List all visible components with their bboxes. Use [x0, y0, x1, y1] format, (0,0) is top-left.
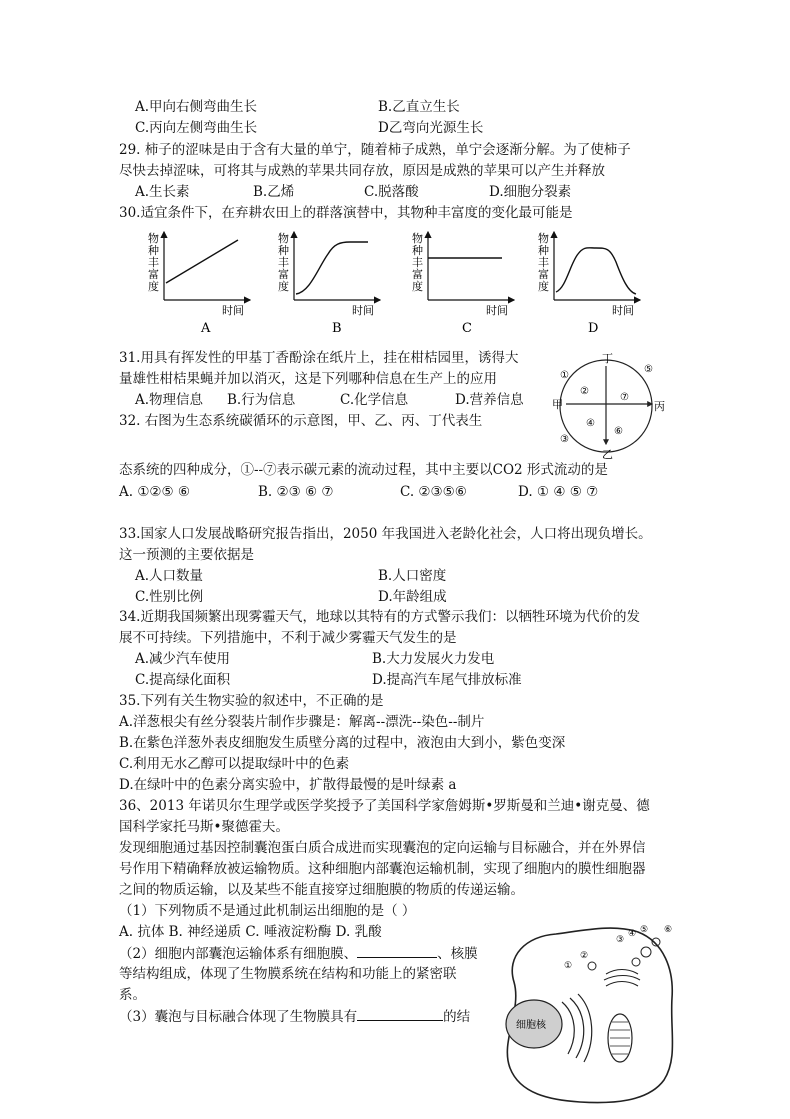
q36-sub3-prefix: （3）囊泡与目标融合体现了生物膜具有 [119, 1009, 358, 1025]
q31-option-b: B.行为信息 [227, 392, 296, 408]
q36-intro-line2: 国科学家托马斯•聚德霍夫。 [119, 819, 289, 835]
q34-option-d: D.提高汽车尾气排放标准 [372, 672, 522, 688]
label-n6: ⑥ [614, 426, 623, 437]
label-n1: ① [560, 370, 569, 381]
graph-a-curve [166, 240, 238, 283]
q31-option-d: D.营养信息 [455, 392, 524, 408]
q32-option-b: B. ②③ ⑥ ⑦ [258, 484, 334, 500]
graph-a [148, 231, 250, 336]
q35-option-b: B.在紫色洋葱外表皮细胞发生质壁分离的过程中，液泡由大到小，紫色变深 [119, 735, 566, 751]
nucleus-label: 细胞核 [516, 1020, 546, 1031]
xlabel-a: 时间 [222, 304, 244, 317]
q36-body-line1: 发现细胞通过基因控制囊泡蛋白质合成进而实现囊泡的定向运输与目标融合，并在外界信 [119, 840, 646, 856]
q34-option-c: C.提高绿化面积 [135, 672, 231, 688]
ylabel-c-5: 度 [412, 280, 423, 293]
label-jia: 甲 [552, 398, 563, 411]
q36-sub2-line1 [119, 943, 478, 964]
ylabel-a-2: 种 [148, 244, 159, 257]
q36-sub3-line1 [119, 1006, 470, 1027]
q36-sub2-suffix: 、核膜 [437, 946, 478, 962]
q32-option-c: C. ②③⑤⑥ [400, 484, 467, 500]
q32-stem-line1: 32. 右图为生态系统碳循环的示意图，甲、乙、丙、丁代表生 [119, 413, 483, 429]
cell-diagram [496, 918, 682, 1110]
ylabel-a-5: 度 [148, 280, 159, 293]
graph-label-a: A [201, 321, 211, 336]
graph-label-c: C [462, 321, 472, 336]
cell-num-6: ⑥ [664, 925, 673, 935]
label-n3: ③ [560, 434, 569, 445]
ylabel-b-4: 富 [278, 268, 289, 281]
ylabel-a-3: 丰 [148, 256, 159, 269]
q28-option-a: A.甲向右侧弯曲生长 [135, 99, 258, 115]
q31-stem-line2: 量雄性柑桔果蝇并加以消灭，这是下列哪种信息在生产上的应用 [119, 371, 497, 387]
ylabel-d-2: 种 [538, 244, 549, 257]
cell-num-1: ① [564, 961, 573, 971]
q33-stem-line1: 33.国家人口发展战略研究报告指出，2050 年我国进入老龄化社会，人口将出现负增长。 [119, 526, 652, 542]
q36-sub2-blank[interactable] [357, 943, 437, 958]
ylabel-a-4: 富 [148, 268, 159, 281]
q36-sub1-options: A. 抗体 B. 神经递质 C. 唾液淀粉酶 D. 乳酸 [119, 924, 382, 940]
q32-option-a: A. ①②⑤ ⑥ [119, 484, 191, 500]
xlabel-b: 时间 [352, 304, 374, 317]
xlabel-c: 时间 [486, 304, 508, 317]
q33-option-b: B.人口密度 [378, 568, 447, 584]
cell-num-4: ④ [628, 929, 637, 939]
q30-graphs [140, 228, 650, 336]
graph-b [278, 231, 380, 336]
q29-option-b: B.乙烯 [253, 184, 295, 200]
graph-c [412, 231, 514, 336]
carbon-cycle-diagram [548, 352, 672, 460]
cell-num-3: ③ [616, 935, 625, 945]
label-ding: 丁 [602, 352, 613, 365]
graph-b-curve [296, 242, 368, 294]
q34-option-b: B.大力发展火力发电 [372, 651, 495, 667]
q35-option-a: A.洋葱根尖有丝分裂装片制作步骤是：解离--漂洗--染色--制片 [119, 714, 485, 730]
label-n5: ⑤ [644, 364, 653, 375]
ylabel-a-1: 物 [148, 232, 159, 245]
q29-stem-line2: 尽快去掉涩味，可将其与成熟的苹果共同存放，原因是成熟的苹果可以产生并释放 [119, 163, 605, 179]
q29-option-c: C.脱落酸 [364, 184, 419, 200]
q28-option-b: B.乙直立生长 [378, 99, 460, 115]
ylabel-d-4: 富 [538, 268, 549, 281]
graph-d [538, 231, 640, 336]
q31-option-a: A.物理信息 [135, 392, 204, 408]
label-n2: ② [580, 386, 589, 397]
xlabel-d: 时间 [612, 304, 634, 317]
q36-sub2-line3: 系。 [119, 987, 146, 1003]
q32-option-d: D. ① ④ ⑤ ⑦ [518, 484, 599, 500]
q33-option-d: D.年龄组成 [378, 589, 447, 605]
q33-option-c: C.性别比例 [135, 589, 204, 605]
q29-option-a: A.生长素 [135, 184, 190, 200]
q35-option-d: D.在绿叶中的色素分离实验中，扩散得最慢的是叶绿素 a [119, 777, 457, 793]
ylabel-b-5: 度 [278, 280, 289, 293]
q33-option-a: A.人口数量 [135, 568, 204, 584]
q36-body-line2: 号作用下精确释放被运输物质。这种细胞内部囊泡运输机制，实现了细胞内的膜性细胞器 [119, 861, 646, 877]
ylabel-d-5: 度 [538, 280, 549, 293]
ylabel-b-3: 丰 [278, 256, 289, 269]
q34-stem-line1: 34.近期我国频繁出现雾霾天气，地球以其特有的方式警示我们：以牺牲环境为代价的发 [119, 609, 640, 625]
q31-stem-line1: 31.用具有挥发性的甲基丁香酚涂在纸片上，挂在柑桔园里，诱得大 [119, 350, 519, 366]
q35-option-c: C.利用无水乙醇可以提取绿叶中的色素 [119, 756, 350, 772]
q33-stem-line2: 这一预测的主要依据是 [119, 547, 254, 563]
graph-label-b: B [332, 321, 342, 336]
q32-stem-line2: 态系统的四种成分，①--⑦表示碳元素的流动过程，其中主要以CO2 形式流动的是 [119, 462, 608, 478]
q36-sub1: （1）下列物质不是通过此机制运出细胞的是（ ） [119, 903, 416, 919]
ylabel-b-1: 物 [278, 232, 289, 245]
q36-sub2-prefix: （2）细胞内部囊泡运输体系有细胞膜、 [119, 946, 358, 962]
ylabel-b-2: 种 [278, 244, 289, 257]
cell-num-5: ⑤ [640, 925, 649, 935]
label-bing: 丙 [654, 400, 665, 413]
label-n7: ⑦ [620, 392, 629, 403]
cell-num-2: ② [580, 951, 589, 961]
q34-stem-line2: 展不可持续。下列措施中，不利于减少雾霾天气发生的是 [119, 630, 457, 646]
ylabel-c-3: 丰 [412, 256, 423, 269]
q31-option-c: C.化学信息 [340, 392, 409, 408]
ylabel-d-3: 丰 [538, 256, 549, 269]
q28-option-c: C.丙向左侧弯曲生长 [135, 120, 258, 136]
q36-body-line3: 之间的物质运输，以及某些不能直接穿过细胞膜的物质的传递运输。 [119, 882, 524, 898]
q36-sub2-line2: 等结构组成，体现了生物膜系统在结构和功能上的紧密联 [119, 966, 457, 982]
q36-sub3-blank[interactable] [357, 1006, 443, 1021]
graph-label-d: D [588, 321, 599, 336]
q29-stem-line1: 29. 柿子的涩味是由于含有大量的单宁，随着柿子成熟，单宁会逐渐分解。为了使柿子 [119, 142, 631, 158]
q28-option-d: D乙弯向光源生长 [378, 120, 484, 136]
q36-intro-line1: 36、2013 年诺贝尔生理学或医学奖授予了美国科学家詹姆斯•罗斯曼和兰迪•谢克曼、德 [119, 798, 650, 814]
ylabel-c-2: 种 [412, 244, 423, 257]
q35-stem: 35.下列有关生物实验的叙述中，不正确的是 [119, 693, 384, 709]
label-n4: ④ [586, 418, 595, 429]
q29-option-d: D.细胞分裂素 [489, 184, 572, 200]
q34-option-a: A.减少汽车使用 [135, 651, 231, 667]
golgi [604, 970, 640, 987]
q36-sub3-suffix: 的结 [443, 1009, 471, 1025]
ylabel-c-1: 物 [412, 232, 423, 245]
graph-d-curve [556, 248, 636, 294]
q30-stem: 30.适宜条件下，在弃耕农田上的群落演替中，其物种丰富度的变化最可能是 [119, 205, 573, 221]
ylabel-d-1: 物 [538, 232, 549, 245]
ylabel-c-4: 富 [412, 268, 423, 281]
label-yi: 乙 [602, 448, 613, 460]
